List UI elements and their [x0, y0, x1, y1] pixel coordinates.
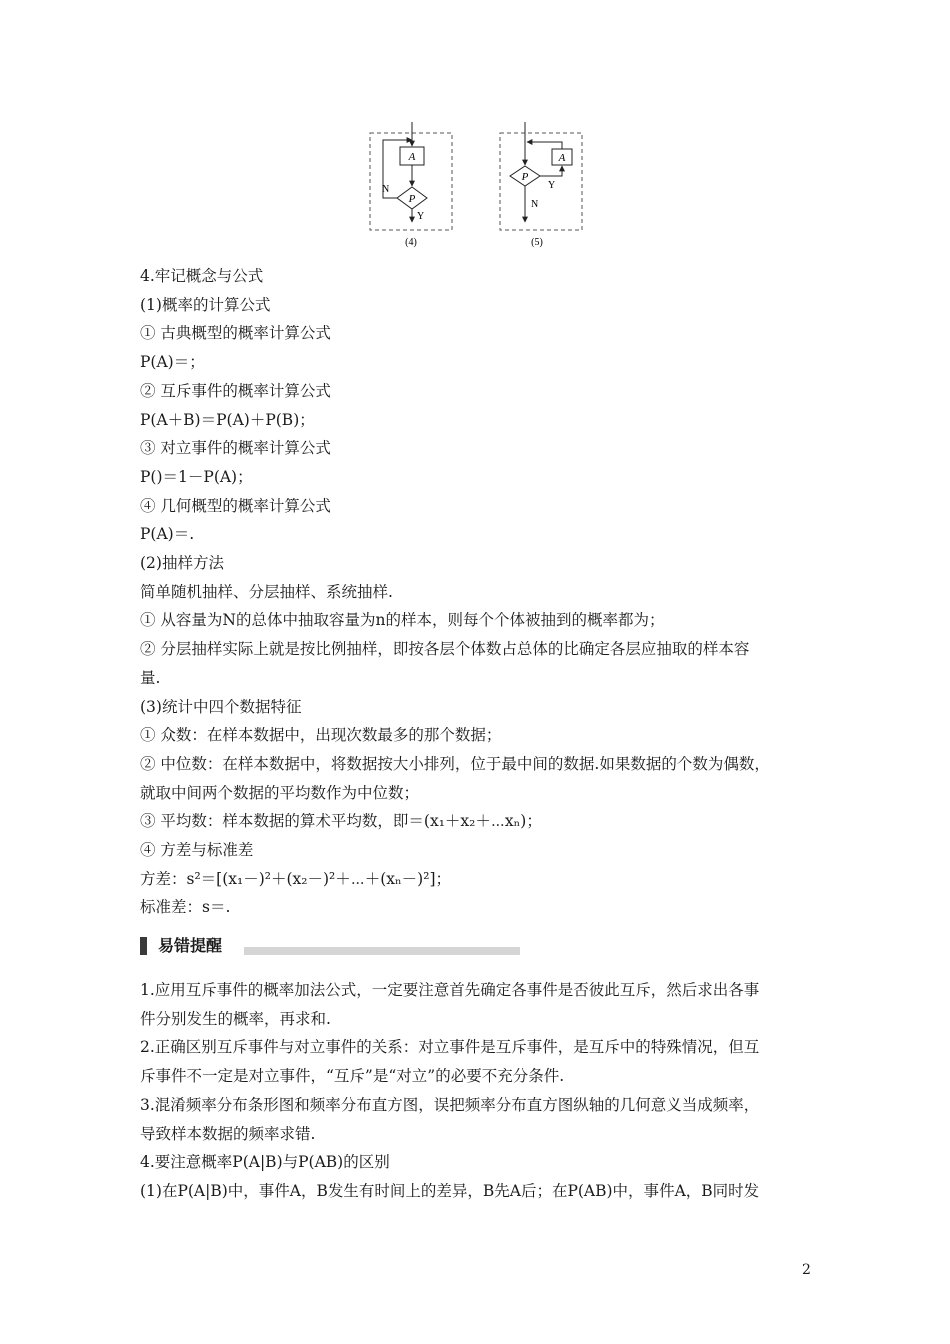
label-n: N: [382, 184, 390, 195]
label-p: P: [521, 171, 529, 183]
flowchart-figures: [0, 0, 950, 260]
formula-complement: P()＝1－P(A)；: [140, 467, 253, 486]
item-exclusive: ② 互斥事件的概率计算公式: [140, 381, 331, 400]
item-classical: ① 古典概型的概率计算公式: [140, 324, 331, 343]
formula-std: 标准差：s＝.: [140, 898, 231, 917]
mistake-3: 3.混淆频率分布条形图和频率分布直方图，误把频率分布直方图纵轴的几何意义当成频率，: [140, 1095, 760, 1114]
section-bar-icon: [140, 937, 147, 955]
heading-concepts: 4.牢记概念与公式: [140, 267, 264, 285]
page-number: 2: [802, 1262, 811, 1278]
caption-4: (4): [405, 237, 417, 248]
item-sampling-2: ② 分层抽样实际上就是按比例抽样，即按各层个体数占总体的比确定各层应抽取的样本容: [140, 640, 750, 659]
section-title: 易错提醒: [158, 936, 223, 955]
mistakes-section: [140, 976, 830, 1206]
section-rule: [244, 947, 520, 955]
item-mode: ① 众数：在样本数据中，出现次数最多的那个数据；: [140, 726, 502, 745]
item-sampling-2-cont: 量.: [140, 668, 161, 687]
item-complement: ③ 对立事件的概率计算公式: [140, 439, 331, 458]
dashed-frame: [500, 133, 582, 230]
mistake-2-cont: 斥事件不一定是对立事件，“互斥”是“对立”的必要不充分条件.: [140, 1067, 565, 1086]
text-sampling-methods: 简单随机抽样、分层抽样、系统抽样.: [140, 582, 393, 601]
formula-section: [140, 262, 830, 922]
label-p: P: [408, 193, 416, 205]
caption-5: (5): [531, 237, 543, 248]
subheading-probability: (1)概率的计算公式: [140, 295, 271, 314]
section-header: [140, 934, 530, 958]
formula-variance: 方差：s²＝[(x₁－)²＋(x₂－)²＋⋯＋(xₙ－)²]；: [140, 869, 451, 888]
item-geometric: ④ 几何概型的概率计算公式: [140, 496, 331, 515]
mistake-1-cont: 件分别发生的概率，再求和.: [140, 1009, 331, 1028]
item-median: ② 中位数：在样本数据中，将数据按大小排列，位于最中间的数据.如果数据的个数为偶数，: [140, 754, 770, 773]
item-median-cont: 就取中间两个数据的平均数作为中位数；: [140, 783, 420, 802]
flowchart-5: [500, 122, 582, 248]
mistake-1: 1.应用互斥事件的概率加法公式，一定要注意首先确定各事件是否彼此互斥，然后求出各事: [140, 981, 760, 999]
mistake-3-cont: 导致样本数据的频率求错.: [140, 1124, 316, 1143]
formula-classical: P(A)＝；: [140, 353, 205, 372]
label-a: A: [558, 152, 566, 164]
mistake-2: 2.正确区别互斥事件与对立事件的关系：对立事件是互斥事件，是互斥中的特殊情况，但互: [140, 1038, 760, 1057]
mistake-4-1: (1)在P(A|B)中，事件A，B发生有时间上的差异，B先A后；在P(AB)中，事件A，B同时发: [140, 1181, 760, 1200]
formula-geometric: P(A)＝.: [140, 525, 195, 544]
label-y: Y: [417, 211, 425, 222]
subheading-statistics: (3)统计中四个数据特征: [140, 697, 302, 716]
label-a: A: [408, 151, 416, 163]
label-y: Y: [548, 180, 556, 191]
flowchart-4: [370, 122, 452, 248]
subheading-sampling: (2)抽样方法: [140, 554, 224, 573]
item-sampling-1: ① 从容量为N的总体中抽取容量为n的样本，则每个个体被抽到的概率都为；: [140, 611, 665, 630]
item-mean: ③ 平均数：样本数据的算术平均数，即＝(x₁＋x₂＋⋯xₙ)；: [140, 812, 542, 831]
formula-exclusive: P(A＋B)＝P(A)＋P(B)；: [140, 410, 315, 429]
label-n: N: [531, 199, 539, 210]
mistake-4: 4.要注意概率P(A|B)与P(AB)的区别: [140, 1153, 390, 1172]
item-variance: ④ 方差与标准差: [140, 841, 254, 860]
